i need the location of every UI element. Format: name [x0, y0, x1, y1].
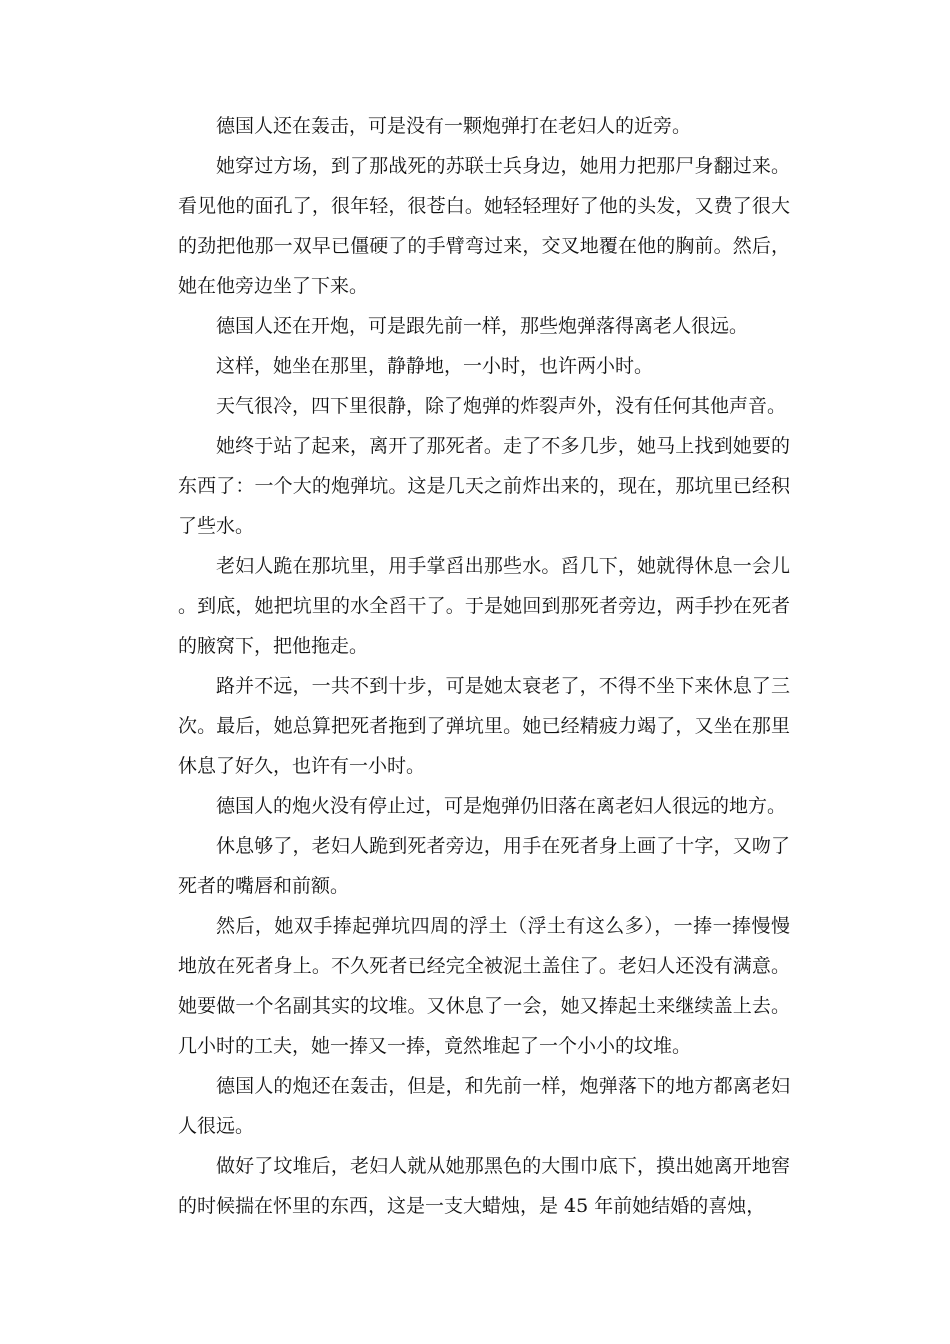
paragraph-6: 她终于站了起来，离开了那死者。走了不多几步，她马上找到她要的东西了：一个大的炮弹坑。这是几天之前炸出来的，现在，那坑里已经积了些水。	[178, 435, 790, 537]
paragraph-12: 德国人的炮还在轰击，但是，和先前一样，炮弹落下的地方都离老妇人很远。	[178, 1075, 790, 1137]
paragraph-9: 德国人的炮火没有停止过，可是炮弹仍旧落在离老妇人很远的地方。	[216, 795, 787, 817]
paragraph-5: 天气很冷，四下里很静，除了炮弹的炸裂声外，没有任何其他声音。	[216, 395, 787, 417]
paragraph-8: 路并不远，一共不到十步，可是她太衰老了，不得不坐下来休息了三次。最后，她总算把死者拖到了弹坑里。她已经精疲力竭了，又坐在那里休息了好久，也许有一小时。	[178, 675, 790, 777]
paragraph-7: 老妇人跪在那坑里，用手掌舀出那些水。舀几下，她就得休息一会儿。到底，她把坑里的水全舀干了。于是她回到那死者旁边，两手抄在死者的腋窝下，把他拖走。	[178, 555, 790, 657]
paragraph-1: 德国人还在轰击，可是没有一颗炮弹打在老妇人的近旁。	[216, 115, 692, 137]
paragraph-11: 然后，她双手捧起弹坑四周的浮土（浮土有这么多），一捧一捧慢慢地放在死者身上。不久死者已经完全被泥土盖住了。老妇人还没有满意。她要做一个名副其实的坟堆。又休息了一会，她又捧起土来继续盖上去。几小时的工夫，她一捧又一捧，竟然堆起了一个小小的坟堆。	[178, 915, 790, 1057]
paragraph-4: 这样，她坐在那里，静静地，一小时，也许两小时。	[216, 355, 654, 377]
paragraph-2: 她穿过方场，到了那战死的苏联士兵身边，她用力把那尸身翻过来。看见他的面孔了，很年轻，很苍白。她轻轻理好了他的头发，又费了很大的劲把他那一双早已僵硬了的手臂弯过来，交叉地覆在他的胸前。然后，她在他旁边坐了下来。	[178, 155, 790, 297]
paragraph-3: 德国人还在开炮，可是跟先前一样，那些炮弹落得离老人很远。	[216, 315, 749, 337]
body-text	[178, 106, 790, 1226]
paragraph-10: 休息够了，老妇人跪到死者旁边，用手在死者身上画了十字，又吻了死者的嘴唇和前额。	[178, 835, 790, 897]
paragraph-13: 做好了坟堆后，老妇人就从她那黑色的大围巾底下，摸出她离开地窖的时候揣在怀里的东西，这是一支大蜡烛，是 45 年前她结婚的喜烛，	[178, 1155, 790, 1217]
